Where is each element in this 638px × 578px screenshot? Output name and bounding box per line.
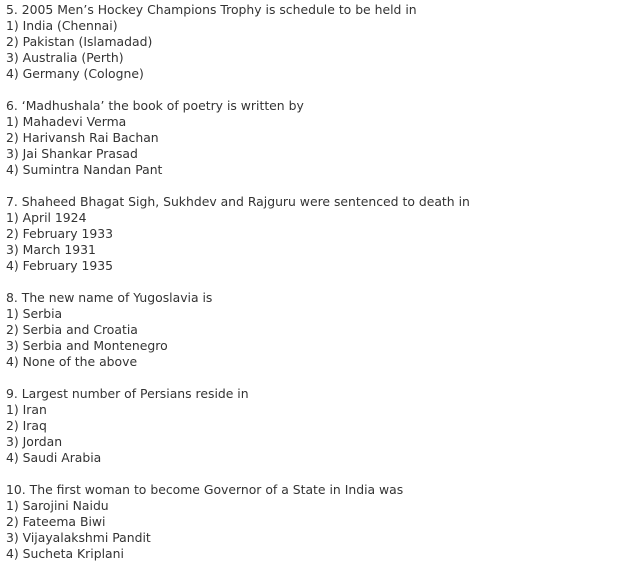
question-text: 8. The new name of Yugoslavia is <box>6 290 213 305</box>
answer-option: 2) Fateema Biwi <box>6 514 106 529</box>
answer-option: 1) Serbia <box>6 306 63 321</box>
answer-option: 1) India (Chennai) <box>6 18 118 33</box>
answer-option: 1) Mahadevi Verma <box>6 114 127 129</box>
question-text: 6. ‘Madhushala’ the book of poetry is written by <box>6 98 304 113</box>
answer-option: 3) Australia (Perth) <box>6 50 124 65</box>
question-text: 10. The first woman to become Governor of a State in India was <box>6 482 404 497</box>
answer-option: 2) Iraq <box>6 418 47 433</box>
answer-option: 1) Sarojini Naidu <box>6 498 109 513</box>
question-block <box>6 2 634 82</box>
question-text: 7. Shaheed Bhagat Sigh, Sukhdev and Rajguru were sentenced to death in <box>6 194 470 209</box>
answer-option: 3) Jordan <box>6 434 63 449</box>
answer-option: 2) Harivansh Rai Bachan <box>6 130 159 145</box>
question-block <box>6 194 634 274</box>
answer-option: 1) April 1924 <box>6 210 87 225</box>
answer-option: 3) March 1931 <box>6 242 96 257</box>
answer-option: 4) Germany (Cologne) <box>6 66 144 81</box>
answer-option: 3) Jai Shankar Prasad <box>6 146 138 161</box>
answer-option: 1) Iran <box>6 402 47 417</box>
question-text: 5. 2005 Men’s Hockey Champions Trophy is schedule to be held in <box>6 2 417 17</box>
question-block <box>6 290 634 370</box>
answer-option: 2) Pakistan (Islamadad) <box>6 34 153 49</box>
answer-option: 4) Sucheta Kriplani <box>6 546 124 561</box>
answer-option: 4) Saudi Arabia <box>6 450 102 465</box>
question-text: 9. Largest number of Persians reside in <box>6 386 249 401</box>
answer-option: 4) None of the above <box>6 354 138 369</box>
answer-option: 3) Vijayalakshmi Pandit <box>6 530 151 545</box>
question-list <box>6 2 634 578</box>
answer-option: 3) Serbia and Montenegro <box>6 338 168 353</box>
question-block <box>6 386 634 466</box>
answer-option: 4) Sumintra Nandan Pant <box>6 162 163 177</box>
answer-option: 4) February 1935 <box>6 258 114 273</box>
question-block <box>6 98 634 178</box>
question-block <box>6 482 634 562</box>
answer-option: 2) February 1933 <box>6 226 114 241</box>
answer-option: 2) Serbia and Croatia <box>6 322 138 337</box>
